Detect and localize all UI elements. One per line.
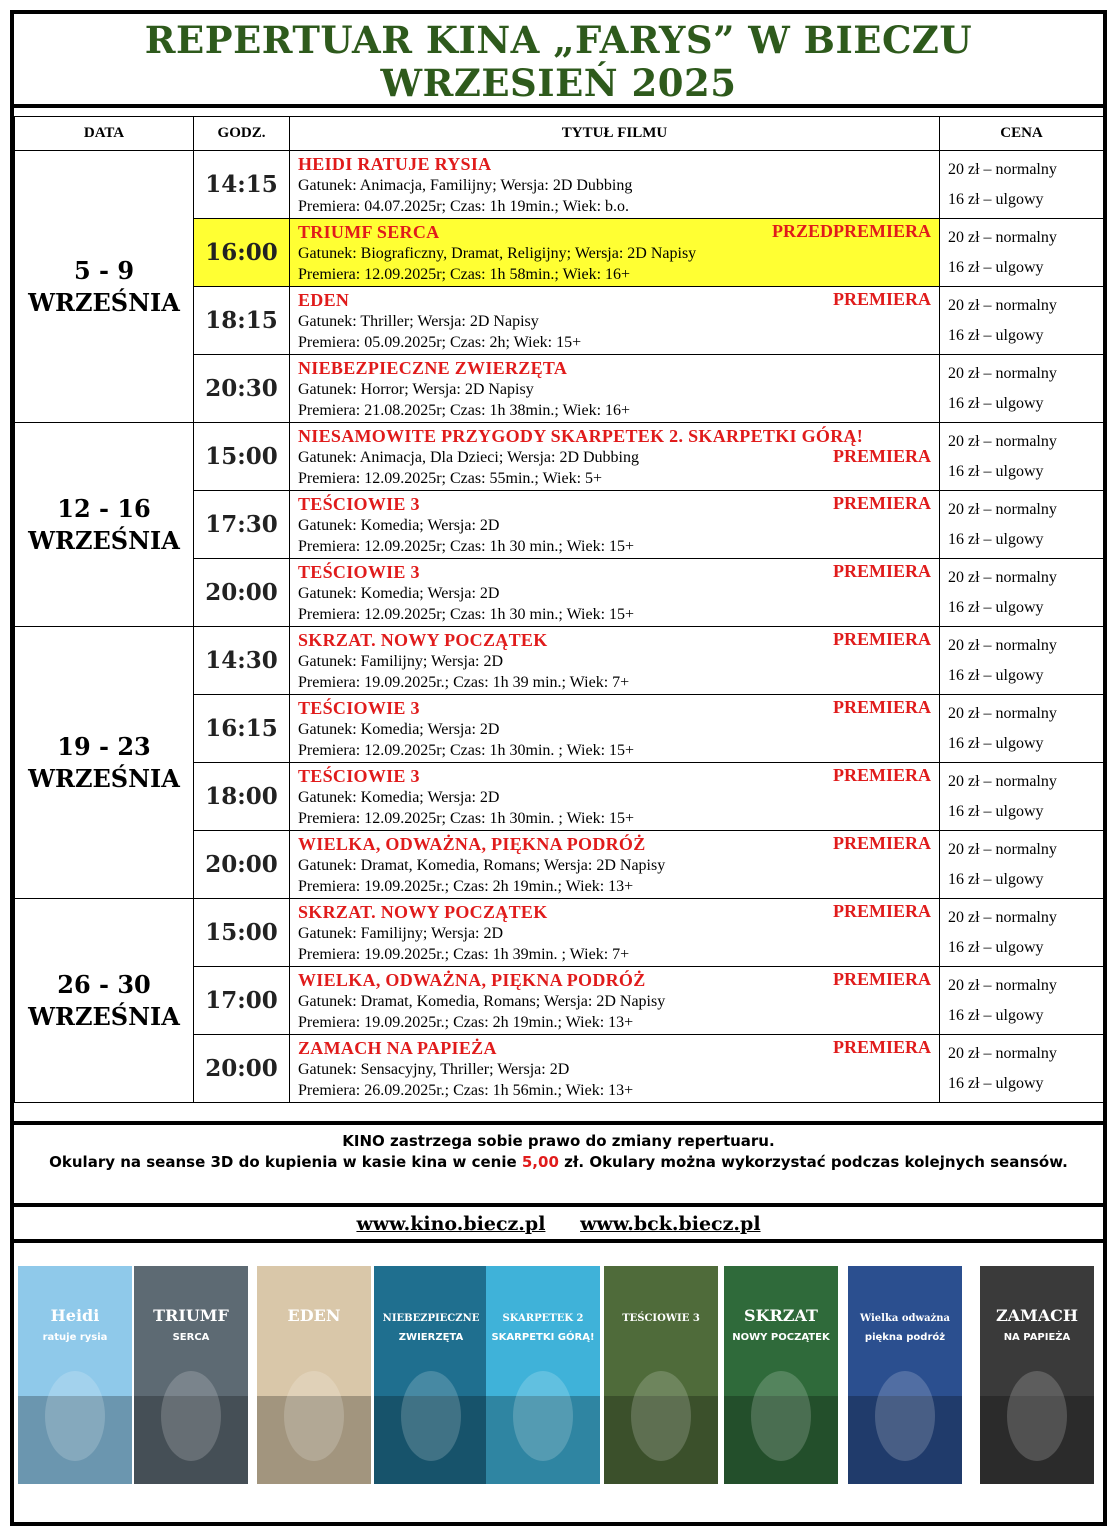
glasses-price: 5,00 (521, 1153, 559, 1171)
price-cell (940, 1035, 1104, 1103)
premiere-badge: PREMIERA (833, 561, 931, 581)
film-info: Premiera: 12.09.2025r; Czas: 1h 30 min.; Wiek: 15+ (298, 537, 635, 555)
film-cell (290, 695, 940, 763)
show-time: 17:00 (194, 967, 290, 1035)
poster-title: TRIUMF (153, 1306, 229, 1325)
price-normal: 20 zł – normalny (948, 432, 1057, 450)
film-title: NIEBEZPIECZNE ZWIERZĘTA (298, 357, 568, 378)
title-line-2: WRZESIEŃ 2025 (380, 61, 737, 105)
price-normal: 20 zł – normalny (948, 160, 1057, 178)
film-cell (290, 491, 940, 559)
premiere-badge: PREMIERA (833, 969, 931, 989)
film-info: Premiera: 12.09.2025r; Czas: 55min.; Wiek: 5+ (298, 469, 603, 487)
notes-line-2-before: Okulary na seanse 3D do kupienia w kasie kina w cenie (49, 1153, 522, 1171)
price-cell (940, 219, 1104, 287)
price-reduced: 16 zł – ulgowy (948, 190, 1044, 208)
film-title: WIELKA, ODWAŻNA, PIĘKNA PODRÓŻ (298, 833, 646, 854)
show-time: 14:30 (194, 627, 290, 695)
wielka-podroz-poster-image (848, 1266, 962, 1484)
film-genre: Gatunek: Familijny; Wersja: 2D (298, 924, 504, 942)
week-date-cell (15, 627, 194, 899)
price-cell (940, 627, 1104, 695)
poster-strip (18, 1266, 1098, 1484)
eden-poster-image (257, 1266, 371, 1484)
price-normal: 20 zł – normalny (948, 500, 1057, 518)
price-cell (940, 287, 1104, 355)
week-month: WRZEŚNIA (28, 525, 180, 555)
show-time: 18:15 (194, 287, 290, 355)
table-row (15, 151, 1104, 219)
show-time: 16:00 (194, 219, 290, 287)
film-cell (290, 627, 940, 695)
show-time: 20:00 (194, 1035, 290, 1103)
film-title: TEŚCIOWIE 3 (298, 493, 420, 514)
film-cell (290, 151, 940, 219)
film-info: Premiera: 19.09.2025r.; Czas: 1h 39min. ; Wiek: 7+ (298, 945, 630, 963)
poster-subtitle: ZWIERZĘTA (398, 1332, 464, 1343)
price-normal: 20 zł – normalny (948, 908, 1057, 926)
column-header-date: DATA (15, 117, 194, 151)
film-title: EDEN (298, 289, 350, 310)
film-info: Premiera: 19.09.2025r.; Czas: 2h 19min.; Wiek: 13+ (298, 1013, 634, 1031)
price-normal: 20 zł – normalny (948, 364, 1057, 382)
film-info: Premiera: 12.09.2025r; Czas: 1h 58min.; Wiek: 16+ (298, 265, 631, 283)
repertoire-table (14, 116, 1104, 1103)
show-time: 16:15 (194, 695, 290, 763)
poster-title: Wielka odważna (859, 1313, 951, 1324)
film-info: Premiera: 04.07.2025r; Czas: 1h 19min.; Wiek: b.o. (298, 197, 630, 215)
film-genre: Gatunek: Dramat, Komedia, Romans; Wersja: 2D Napisy (298, 992, 666, 1010)
poster-subtitle: piękna podróż (864, 1332, 946, 1343)
film-genre: Gatunek: Sensacyjny, Thriller; Wersja: 2D (298, 1060, 570, 1078)
poster-subtitle: SERCA (172, 1332, 210, 1343)
table-header-row (15, 117, 1104, 151)
price-normal: 20 zł – normalny (948, 1044, 1057, 1062)
price-reduced: 16 zł – ulgowy (948, 258, 1044, 276)
film-cell (290, 763, 940, 831)
premiere-badge: PREMIERA (833, 833, 931, 853)
show-time: 18:00 (194, 763, 290, 831)
week-range: 19 - 23 (57, 731, 151, 761)
notes-line-1: KINO zastrzega sobie prawo do zmiany repertuaru. (342, 1132, 775, 1150)
price-reduced: 16 zł – ulgowy (948, 530, 1044, 548)
price-cell (940, 559, 1104, 627)
price-cell (940, 423, 1104, 491)
show-time: 20:00 (194, 559, 290, 627)
film-cell (290, 967, 940, 1035)
price-cell (940, 763, 1104, 831)
film-info: Premiera: 19.09.2025r.; Czas: 2h 19min.; Wiek: 13+ (298, 877, 634, 895)
poster-subtitle: NOWY POCZĄTEK (732, 1332, 830, 1343)
triumf-serca-poster-image (134, 1266, 248, 1484)
price-cell (940, 899, 1104, 967)
link-bck[interactable]: www.bck.biecz.pl (580, 1213, 761, 1235)
film-genre: Gatunek: Familijny; Wersja: 2D (298, 652, 504, 670)
film-genre: Gatunek: Thriller; Wersja: 2D Napisy (298, 312, 539, 330)
film-cell (290, 423, 940, 491)
price-normal: 20 zł – normalny (948, 228, 1057, 246)
skrzat-poster-image (724, 1266, 838, 1484)
film-title: HEIDI RATUJE RYSIA (298, 153, 492, 174)
film-genre: Gatunek: Biograficzny, Dramat, Religijny; Wersja: 2D Napisy (298, 244, 697, 262)
price-cell (940, 695, 1104, 763)
price-reduced: 16 zł – ulgowy (948, 598, 1044, 616)
price-reduced: 16 zł – ulgowy (948, 870, 1044, 888)
film-cell (290, 559, 940, 627)
film-cell (290, 219, 940, 287)
skarpetki-poster-image (486, 1266, 600, 1484)
film-title: ZAMACH NA PAPIEŻA (298, 1037, 497, 1058)
price-normal: 20 zł – normalny (948, 976, 1057, 994)
film-genre: Gatunek: Dramat, Komedia, Romans; Wersja: 2D Napisy (298, 856, 666, 874)
film-genre: Gatunek: Horror; Wersja: 2D Napisy (298, 380, 534, 398)
price-reduced: 16 zł – ulgowy (948, 326, 1044, 344)
price-reduced: 16 zł – ulgowy (948, 938, 1044, 956)
premiere-badge: PREMIERA (833, 1037, 931, 1057)
column-header-price: CENA (940, 117, 1104, 151)
price-cell (940, 151, 1104, 219)
page-title (14, 14, 1103, 108)
film-title: SKRZAT. NOWY POCZĄTEK (298, 629, 548, 650)
column-header-title: TYTUŁ FILMU (290, 117, 940, 151)
film-info: Premiera: 12.09.2025r; Czas: 1h 30 min.; Wiek: 15+ (298, 605, 635, 623)
poster-title: Heidi (50, 1306, 100, 1325)
film-genre: Gatunek: Animacja, Familijny; Wersja: 2D Dubbing (298, 176, 633, 194)
poster-title: SKRZAT (744, 1306, 818, 1325)
price-reduced: 16 zł – ulgowy (948, 802, 1044, 820)
film-title: TEŚCIOWIE 3 (298, 561, 420, 582)
week-date-cell (15, 899, 194, 1103)
price-reduced: 16 zł – ulgowy (948, 394, 1044, 412)
film-title: WIELKA, ODWAŻNA, PIĘKNA PODRÓŻ (298, 969, 646, 990)
price-reduced: 16 zł – ulgowy (948, 462, 1044, 480)
premiere-badge: PREMIERA (833, 765, 931, 785)
film-info: Premiera: 05.09.2025r; Czas: 2h; Wiek: 15+ (298, 333, 582, 351)
price-cell (940, 491, 1104, 559)
show-time: 20:30 (194, 355, 290, 423)
poster-subtitle: SKARPETKI GÓRĄ! (491, 1332, 595, 1343)
premiere-badge: PREMIERA (833, 493, 931, 513)
week-month: WRZEŚNIA (28, 1001, 180, 1031)
film-cell (290, 899, 940, 967)
price-cell (940, 355, 1104, 423)
film-title: SKRZAT. NOWY POCZĄTEK (298, 901, 548, 922)
week-range: 26 - 30 (57, 969, 151, 999)
notes-line-2 (14, 1152, 1103, 1173)
show-time: 15:00 (194, 899, 290, 967)
show-time: 20:00 (194, 831, 290, 899)
poster-title: TEŚCIOWIE 3 (622, 1313, 700, 1324)
week-month: WRZEŚNIA (28, 763, 180, 793)
price-cell (940, 831, 1104, 899)
price-reduced: 16 zł – ulgowy (948, 666, 1044, 684)
price-normal: 20 zł – normalny (948, 296, 1057, 314)
table-row (15, 627, 1104, 695)
show-time: 15:00 (194, 423, 290, 491)
film-cell (290, 1035, 940, 1103)
notes-box (14, 1121, 1103, 1207)
show-time: 14:15 (194, 151, 290, 219)
table-row (15, 423, 1104, 491)
film-cell (290, 287, 940, 355)
price-normal: 20 zł – normalny (948, 704, 1057, 722)
price-normal: 20 zł – normalny (948, 772, 1057, 790)
price-reduced: 16 zł – ulgowy (948, 1074, 1044, 1092)
premiere-badge: PREMIERA (833, 629, 931, 649)
table-row (15, 899, 1104, 967)
niebezpieczne-zwierzeta-poster-image (374, 1266, 488, 1484)
film-genre: Gatunek: Komedia; Wersja: 2D (298, 720, 500, 738)
film-info: Premiera: 12.09.2025r; Czas: 1h 30min. ; Wiek: 15+ (298, 809, 635, 827)
poster-title: EDEN (287, 1306, 341, 1325)
premiere-badge: PREMIERA (833, 446, 931, 466)
week-range: 12 - 16 (57, 493, 151, 523)
tesciowie-poster-image (604, 1266, 718, 1484)
film-info: Premiera: 21.08.2025r; Czas: 1h 38min.; Wiek: 16+ (298, 401, 631, 419)
film-title: NIESAMOWITE PRZYGODY SKARPETEK 2. SKARPETKI GÓRĄ! (298, 425, 864, 446)
zamach-poster-image (980, 1266, 1094, 1484)
poster-subtitle: NA PAPIEŻA (1003, 1332, 1071, 1343)
week-date-cell (15, 423, 194, 627)
film-genre: Gatunek: Komedia; Wersja: 2D (298, 516, 500, 534)
week-month: WRZEŚNIA (28, 287, 180, 317)
title-line-1: REPERTUAR KINA „FARYS” W BIECZU (144, 18, 973, 62)
film-cell (290, 355, 940, 423)
film-info: Premiera: 19.09.2025r.; Czas: 1h 39 min.; Wiek: 7+ (298, 673, 630, 691)
premiere-badge: PREMIERA (833, 697, 931, 717)
premiere-badge: PRZEDPREMIERA (771, 221, 931, 241)
film-title: TRIUMF SERCA (298, 221, 440, 242)
poster-title: NIEBEZPIECZNE (382, 1313, 480, 1324)
week-date-cell (15, 151, 194, 423)
premiere-badge: PREMIERA (833, 289, 931, 309)
film-genre: Gatunek: Animacja, Dla Dzieci; Wersja: 2D Dubbing (298, 448, 639, 466)
notes-line-2-after: zł. Okulary można wykorzystać podczas kolejnych seansów. (558, 1153, 1068, 1171)
film-title: TEŚCIOWIE 3 (298, 697, 420, 718)
film-cell (290, 831, 940, 899)
price-normal: 20 zł – normalny (948, 636, 1057, 654)
week-range: 5 - 9 (73, 255, 135, 285)
link-kino[interactable]: www.kino.biecz.pl (356, 1213, 546, 1235)
film-info: Premiera: 26.09.2025r.; Czas: 1h 56min.; Wiek: 13+ (298, 1081, 634, 1099)
film-genre: Gatunek: Komedia; Wersja: 2D (298, 788, 500, 806)
links-bar (14, 1207, 1103, 1243)
poster-subtitle: ratuje rysia (42, 1332, 108, 1343)
price-normal: 20 zł – normalny (948, 568, 1057, 586)
show-time: 17:30 (194, 491, 290, 559)
poster-title: SKARPETEK 2 (502, 1313, 584, 1324)
price-reduced: 16 zł – ulgowy (948, 1006, 1044, 1024)
column-header-time: GODZ. (194, 117, 290, 151)
film-genre: Gatunek: Komedia; Wersja: 2D (298, 584, 500, 602)
heidi-poster-image (18, 1266, 132, 1484)
price-reduced: 16 zł – ulgowy (948, 734, 1044, 752)
price-normal: 20 zł – normalny (948, 840, 1057, 858)
premiere-badge: PREMIERA (833, 901, 931, 921)
film-info: Premiera: 12.09.2025r; Czas: 1h 30min. ; Wiek: 15+ (298, 741, 635, 759)
poster-title: ZAMACH (995, 1306, 1079, 1325)
price-cell (940, 967, 1104, 1035)
film-title: TEŚCIOWIE 3 (298, 765, 420, 786)
